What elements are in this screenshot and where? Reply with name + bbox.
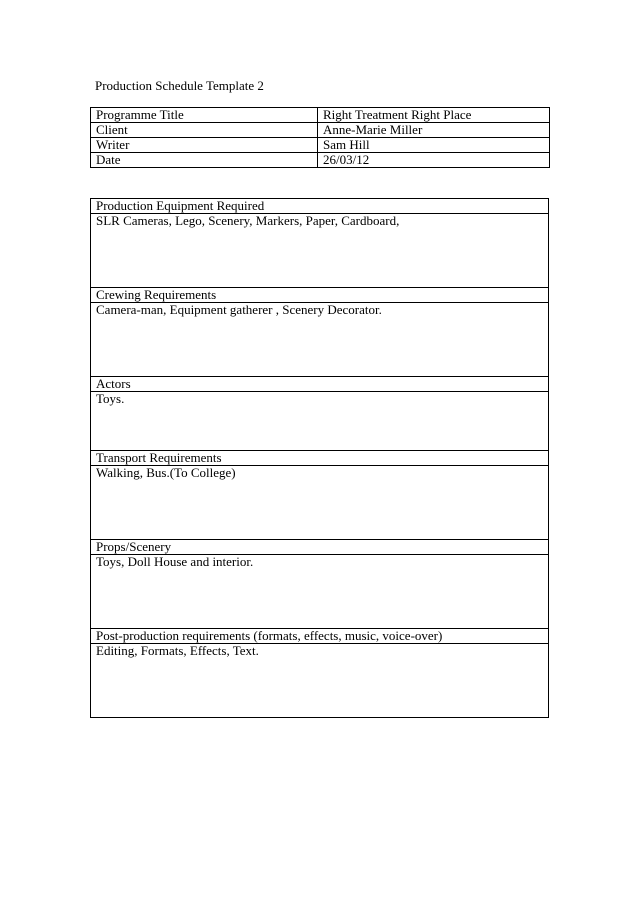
table-row <box>91 199 549 214</box>
post-production-heading: Post-production requirements (formats, effects, music, voice-over) <box>91 629 549 644</box>
table-row <box>91 303 549 377</box>
actors-content: Toys. <box>91 392 549 451</box>
requirements-table <box>90 198 549 718</box>
programme-title-label: Programme Title <box>91 108 318 123</box>
programme-title-value: Right Treatment Right Place <box>318 108 550 123</box>
document-title: Production Schedule Template 2 <box>95 78 264 93</box>
props-scenery-heading: Props/Scenery <box>91 540 549 555</box>
table-row <box>91 466 549 540</box>
table-row <box>91 153 550 168</box>
table-row <box>91 555 549 629</box>
crewing-heading: Crewing Requirements <box>91 288 549 303</box>
props-scenery-content: Toys, Doll House and interior. <box>91 555 549 629</box>
client-label: Client <box>91 123 318 138</box>
table-row <box>91 540 549 555</box>
table-row <box>91 138 550 153</box>
table-row <box>91 214 549 288</box>
transport-heading: Transport Requirements <box>91 451 549 466</box>
table-row <box>91 629 549 644</box>
actors-heading: Actors <box>91 377 549 392</box>
equipment-heading: Production Equipment Required <box>91 199 549 214</box>
table-row <box>91 108 550 123</box>
table-row <box>91 377 549 392</box>
equipment-content: SLR Cameras, Lego, Scenery, Markers, Paper, Cardboard, <box>91 214 549 288</box>
crewing-content: Camera-man, Equipment gatherer , Scenery Decorator. <box>91 303 549 377</box>
transport-content: Walking, Bus.(To College) <box>91 466 549 540</box>
programme-info-table <box>90 107 550 168</box>
table-row <box>91 123 550 138</box>
writer-value: Sam Hill <box>318 138 550 153</box>
date-value: 26/03/12 <box>318 153 550 168</box>
post-production-content: Editing, Formats, Effects, Text. <box>91 644 549 718</box>
table-row <box>91 392 549 451</box>
writer-label: Writer <box>91 138 318 153</box>
date-label: Date <box>91 153 318 168</box>
table-row <box>91 288 549 303</box>
table-row <box>91 451 549 466</box>
table-row <box>91 644 549 718</box>
client-value: Anne-Marie Miller <box>318 123 550 138</box>
